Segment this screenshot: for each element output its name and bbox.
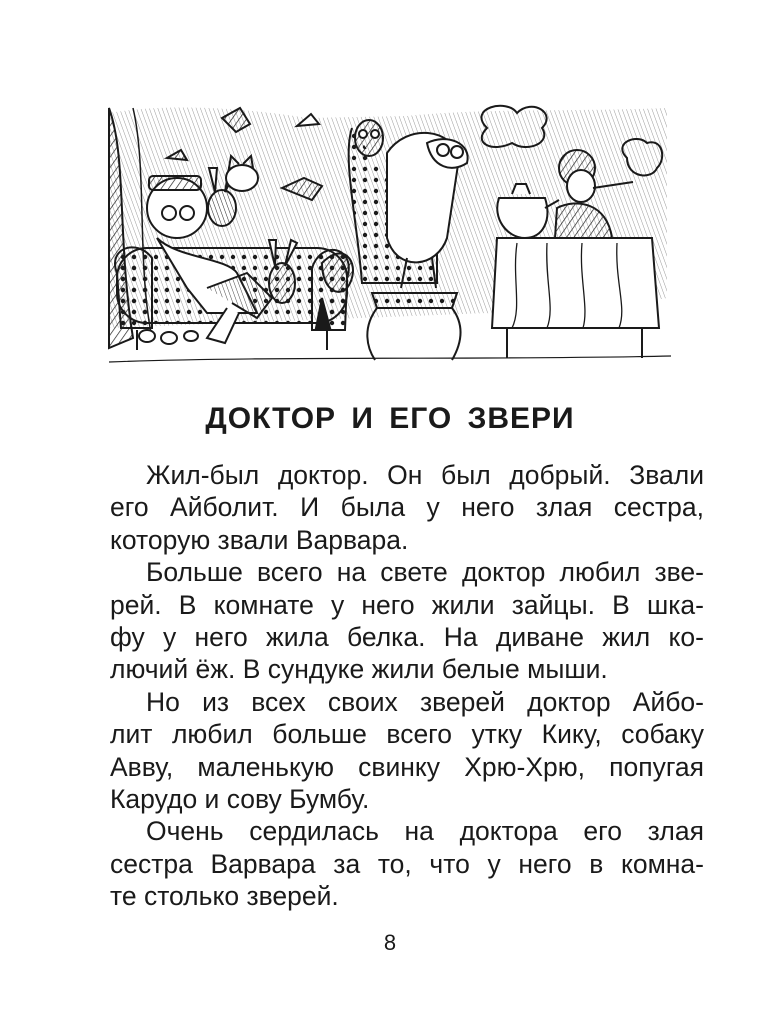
text-line: Карудо и сову Бумбу.: [110, 783, 370, 814]
text-line: те столько зверей.: [110, 881, 339, 912]
paragraph: [110, 686, 704, 816]
text-line: Авву, маленькую свинку Хрю-Хрю, попугая: [110, 751, 704, 782]
text-line: Но из всех своих зверей доктор Айбо-: [146, 686, 704, 717]
text-line: фу у него жила белка. На диване жил ко-: [110, 621, 704, 652]
text-line: лючий ёж. В сундуке жили белые мыши.: [110, 654, 608, 685]
text-line: Жил-был доктор. Он был добрый. Звали: [146, 460, 704, 490]
paragraph: [110, 556, 704, 686]
text-line: сестра Варвара за то, что у него в комна-: [110, 848, 704, 879]
text-line: Очень сердилась на доктора его злая: [146, 816, 704, 847]
text-line: рей. В комнате у него жили зайцы. В шка-: [110, 589, 704, 620]
page-number: 8: [383, 930, 397, 955]
chapter-title: ДОКТОР И ЕГО ЗВЕРИ: [205, 402, 575, 435]
text-line: которую звали Варвара.: [110, 524, 409, 555]
mice-drawing: [139, 330, 198, 344]
text-line: Больше всего на свете доктор любил зве-: [146, 557, 704, 588]
text-line: его Айболит. И была у него злая сестра,: [110, 492, 704, 523]
paragraph: [110, 459, 704, 556]
chapter-text: [110, 459, 704, 912]
text-line: лит любил больше всего утку Кику, собаку: [110, 719, 704, 750]
chapter-illustration: [107, 98, 673, 370]
paragraph: [110, 815, 704, 912]
